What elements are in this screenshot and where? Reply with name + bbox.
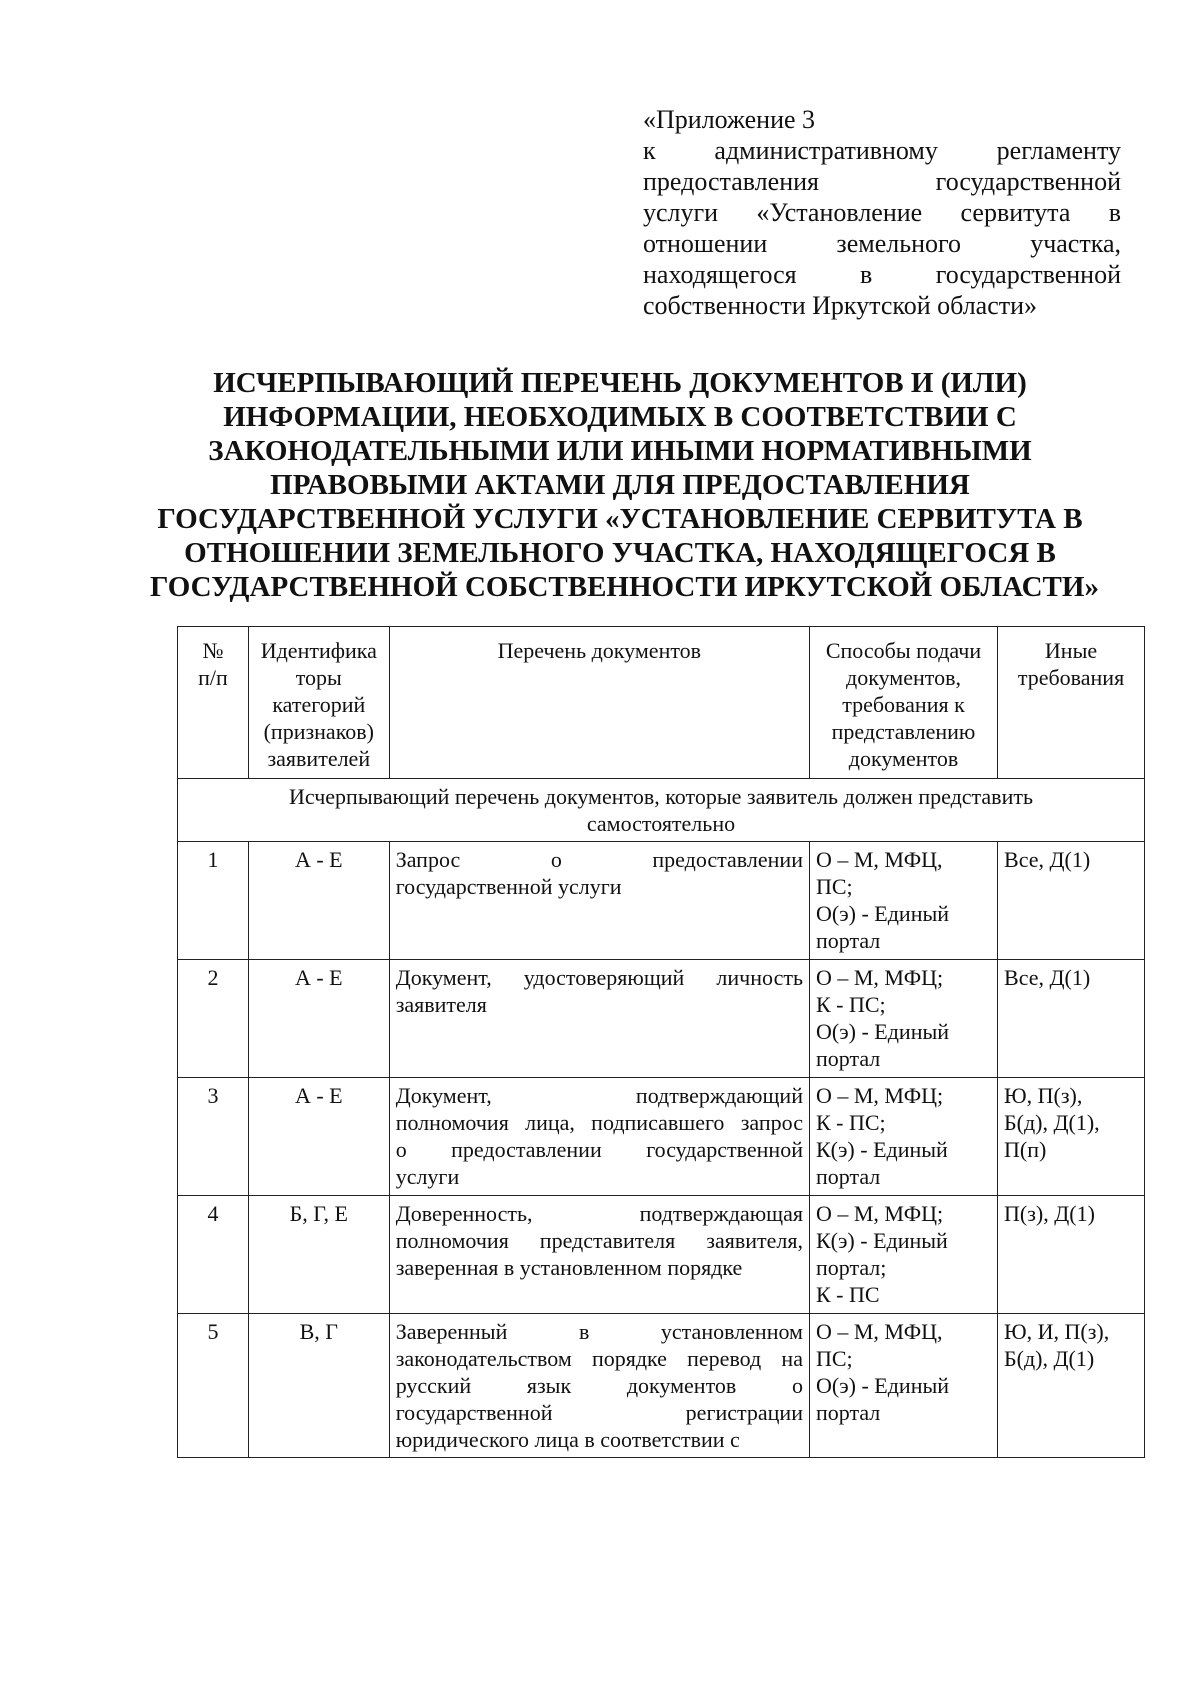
- cell-line: торы: [295, 665, 342, 690]
- document-title: [150, 366, 1099, 604]
- cell-line: Исчерпывающий перечень документов, которые заявитель должен представить: [289, 784, 1033, 809]
- cell-line: Б(д), Д(1),: [1004, 1110, 1100, 1135]
- row-other-requirements: [998, 1314, 1145, 1458]
- cell-line: русский язык документов о: [395, 1373, 803, 1398]
- cell-line: юридического лица в соответствии с: [395, 1427, 740, 1452]
- row-document-name: [389, 1078, 809, 1196]
- row-other-requirements: [998, 960, 1145, 1078]
- cell-line: К - ПС: [815, 1282, 880, 1307]
- cell-line: документов,: [846, 665, 961, 690]
- cell-line: Документ, подтверждающий: [395, 1083, 803, 1108]
- cell-line: законодательством порядке перевод на: [395, 1346, 803, 1371]
- cell-line: государственной услуги: [395, 874, 622, 899]
- cell-line: заверенная в установленном порядке: [395, 1255, 743, 1280]
- table-row: [178, 1078, 1145, 1196]
- cell-line: О – М, МФЦ,: [815, 847, 943, 872]
- cell-line: портал: [815, 928, 881, 953]
- row-number: 5: [178, 1314, 249, 1458]
- cell-line: О – М, МФЦ;: [815, 965, 944, 990]
- cell-line: №: [202, 638, 224, 663]
- cell-line: представлению: [831, 719, 976, 744]
- cell-line: портал;: [815, 1255, 887, 1280]
- title-line: ЗАКОНОДАТЕЛЬНЫМИ ИЛИ ИНЫМИ НОРМАТИВНЫМИ: [208, 435, 1032, 467]
- cell-line: К(э) - Единый: [815, 1228, 948, 1253]
- cell-line: Идентифика: [260, 638, 377, 663]
- table-header-row: [178, 627, 1145, 779]
- appendix-line: собственности Иркутской области»: [643, 291, 1038, 320]
- row-document-name: [389, 1314, 809, 1458]
- cell-line: О – М, МФЦ,: [815, 1319, 943, 1344]
- title-line: ПРАВОВЫМИ АКТАМИ ДЛЯ ПРЕДОСТАВЛЕНИЯ: [270, 469, 970, 501]
- cell-line: Заверенный в установленном: [395, 1319, 803, 1344]
- row-other-requirements: [998, 1078, 1145, 1196]
- appendix-line: отношении земельного участка,: [643, 229, 1121, 258]
- appendix-line: предоставления государственной: [643, 167, 1121, 196]
- row-other-requirements: [998, 1196, 1145, 1314]
- cell-line: услуги: [395, 1164, 460, 1189]
- row-applicant-categories: А - Е: [248, 960, 389, 1078]
- table-row: [178, 842, 1145, 960]
- appendix-caption: [643, 104, 1121, 321]
- cell-line: категорий: [272, 692, 366, 717]
- row-submission-methods: [809, 1196, 997, 1314]
- cell-line: О(э) - Единый: [815, 901, 950, 926]
- cell-line: портал: [815, 1400, 881, 1425]
- section-heading: [178, 779, 1145, 842]
- cell-line: (признаков): [263, 719, 374, 744]
- cell-line: заявителя: [395, 992, 487, 1017]
- table-row: [178, 1196, 1145, 1314]
- appendix-line: находящегося в государственной: [643, 260, 1121, 289]
- row-applicant-categories: В, Г: [248, 1314, 389, 1458]
- row-submission-methods: [809, 1078, 997, 1196]
- cell-line: П(п): [1004, 1137, 1047, 1162]
- cell-line: государственной регистрации: [395, 1400, 803, 1425]
- cell-line: Иные: [1044, 638, 1098, 663]
- cell-line: портал: [815, 1164, 881, 1189]
- header-document-list: [389, 627, 809, 779]
- cell-line: К(э) - Единый: [815, 1137, 948, 1162]
- title-line: ГОСУДАРСТВЕННОЙ УСЛУГИ «УСТАНОВЛЕНИЕ СЕРВИТУТА В: [157, 503, 1083, 535]
- cell-line: Документ, удостоверяющий личность: [395, 965, 803, 990]
- cell-line: Доверенность, подтверждающая: [395, 1201, 803, 1226]
- cell-line: О(э) - Единый: [815, 1373, 950, 1398]
- cell-line: документов: [848, 746, 959, 771]
- appendix-line: «Приложение 3: [643, 105, 816, 134]
- cell-line: О(э) - Единый: [815, 1019, 950, 1044]
- row-submission-methods: [809, 960, 997, 1078]
- appendix-line: к административному регламенту: [643, 136, 1121, 165]
- row-number: 2: [178, 960, 249, 1078]
- cell-line: самостоятельно: [586, 811, 736, 836]
- cell-line: полномочия представителя заявителя,: [395, 1228, 803, 1253]
- cell-line: К - ПС;: [815, 992, 886, 1017]
- cell-line: Перечень документов: [497, 638, 702, 663]
- appendix-line: услуги «Установление сервитута в: [643, 198, 1121, 227]
- table-row: [178, 1314, 1145, 1458]
- cell-line: заявителей: [267, 746, 371, 771]
- cell-line: Способы подачи: [825, 638, 982, 663]
- cell-line: полномочия лица, подписавшего запрос: [395, 1110, 803, 1135]
- cell-line: п/п: [198, 665, 228, 690]
- cell-line: требования: [1017, 665, 1125, 690]
- cell-line: Ю, П(з),: [1004, 1083, 1083, 1108]
- title-line: ИСЧЕРПЫВАЮЩИЙ ПЕРЕЧЕНЬ ДОКУМЕНТОВ И (ИЛИ): [213, 367, 1027, 399]
- table-row: [178, 960, 1145, 1078]
- row-document-name: [389, 1196, 809, 1314]
- cell-line: о предоставлении государственной: [395, 1137, 803, 1162]
- row-number: 4: [178, 1196, 249, 1314]
- title-line: ИНФОРМАЦИИ, НЕОБХОДИМЫХ В СООТВЕТСТВИИ С: [223, 401, 1017, 433]
- row-number: 1: [178, 842, 249, 960]
- row-applicant-categories: А - Е: [248, 1078, 389, 1196]
- cell-line: К - ПС;: [815, 1110, 886, 1135]
- cell-line: портал: [815, 1046, 881, 1071]
- cell-line: Все, Д(1): [1004, 965, 1091, 990]
- row-document-name: [389, 960, 809, 1078]
- row-applicant-categories: А - Е: [248, 842, 389, 960]
- row-number: 3: [178, 1078, 249, 1196]
- header-other-requirements: [998, 627, 1145, 779]
- header-number: [178, 627, 249, 779]
- cell-line: П(з), Д(1): [1004, 1201, 1095, 1226]
- cell-line: требования к: [842, 692, 965, 717]
- title-line: ОТНОШЕНИИ ЗЕМЕЛЬНОГО УЧАСТКА, НАХОДЯЩЕГОСЯ В: [184, 537, 1056, 569]
- header-applicant-categories: [248, 627, 389, 779]
- cell-line: Запрос о предоставлении: [395, 847, 803, 872]
- title-line: ГОСУДАРСТВЕННОЙ СОБСТВЕННОСТИ ИРКУТСКОЙ ОБЛАСТИ»: [150, 571, 1099, 603]
- cell-line: О – М, МФЦ;: [815, 1201, 944, 1226]
- row-submission-methods: [809, 842, 997, 960]
- cell-line: ПС;: [815, 1346, 853, 1371]
- row-document-name: [389, 842, 809, 960]
- documents-table: [177, 626, 1145, 1458]
- header-submission-methods: [809, 627, 997, 779]
- row-submission-methods: [809, 1314, 997, 1458]
- cell-line: Б(д), Д(1): [1004, 1346, 1095, 1371]
- cell-line: О – М, МФЦ;: [815, 1083, 944, 1108]
- row-other-requirements: [998, 842, 1145, 960]
- cell-line: ПС;: [815, 874, 853, 899]
- section-row: [178, 779, 1145, 842]
- row-applicant-categories: Б, Г, Е: [248, 1196, 389, 1314]
- cell-line: Ю, И, П(з),: [1004, 1319, 1110, 1344]
- cell-line: Все, Д(1): [1004, 847, 1091, 872]
